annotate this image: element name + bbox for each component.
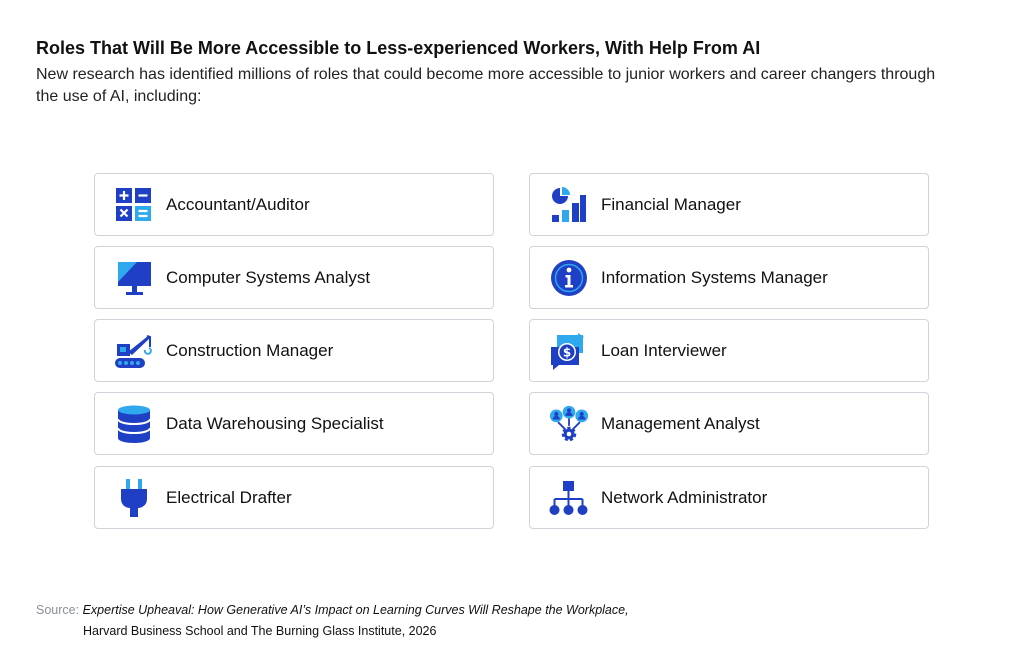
role-card-management-analyst bbox=[529, 392, 929, 455]
excavator-icon bbox=[114, 331, 154, 371]
role-label: Network Administrator bbox=[601, 487, 768, 507]
network-icon bbox=[549, 478, 589, 518]
role-label: Construction Manager bbox=[166, 340, 334, 360]
role-card-network-administrator bbox=[529, 466, 929, 529]
role-label: Loan Interviewer bbox=[601, 340, 727, 360]
source-citation bbox=[36, 600, 629, 642]
page-subtitle: New research has identified millions of roles that could become more accessible to junior workers and career changers through the use of AI, including: bbox=[36, 66, 936, 105]
calculator-icon bbox=[114, 185, 154, 225]
source-title: Expertise Upheaval: How Generative AI’s Impact on Learning Curves Will Reshape the Workplace, bbox=[82, 603, 629, 617]
role-card-data-warehousing bbox=[94, 392, 494, 455]
svg-text:$: $ bbox=[562, 345, 572, 359]
source-publisher: Harvard Business School and The Burning Glass Institute, 2026 bbox=[83, 624, 437, 638]
role-card-construction-manager bbox=[94, 319, 494, 382]
role-card-financial-manager bbox=[529, 173, 929, 236]
financial-chart-icon bbox=[549, 185, 589, 225]
role-label: Data Warehousing Specialist bbox=[166, 413, 384, 433]
team-gear-icon bbox=[549, 404, 589, 444]
database-icon bbox=[114, 404, 154, 444]
role-label: Electrical Drafter bbox=[166, 487, 292, 507]
role-card-information-systems-manager bbox=[529, 246, 929, 309]
page-title: Roles That Will Be More Accessible to Less-experienced Workers, With Help From AI bbox=[36, 38, 761, 58]
role-card-electrical-drafter bbox=[94, 466, 494, 529]
role-label: Management Analyst bbox=[601, 413, 760, 433]
role-card-computer-systems-analyst bbox=[94, 246, 494, 309]
role-label: Computer Systems Analyst bbox=[166, 267, 371, 287]
role-label: Accountant/Auditor bbox=[166, 194, 310, 214]
dollar-chat-icon bbox=[549, 331, 589, 371]
monitor-icon bbox=[114, 258, 154, 298]
source-label: Source: bbox=[36, 603, 80, 617]
role-label: Financial Manager bbox=[601, 194, 741, 214]
role-card-accountant bbox=[94, 173, 494, 236]
plug-icon bbox=[114, 478, 154, 518]
role-label: Information Systems Manager bbox=[601, 267, 828, 287]
role-card-loan-interviewer bbox=[529, 319, 929, 382]
info-icon bbox=[549, 258, 589, 298]
